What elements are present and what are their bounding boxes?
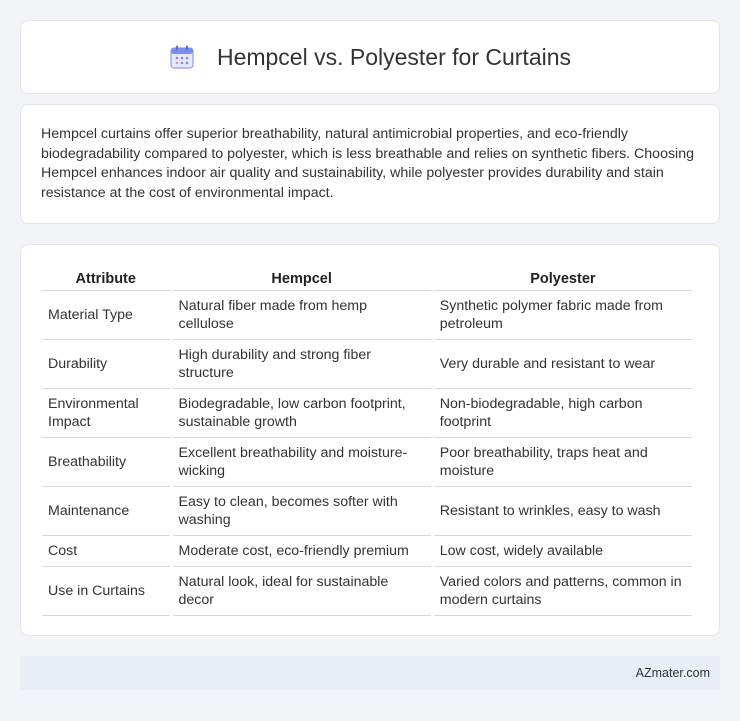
column-header-attribute: Attribute [42,267,170,291]
attribute-cell: Maintenance [42,487,170,536]
table-row [42,291,692,340]
title-card [20,20,720,94]
polyester-cell: Non-biodegradable, high carbon footprint [434,389,692,438]
polyester-cell: Very durable and resistant to wear [434,340,692,389]
hempcel-cell: Natural look, ideal for sustainable decor [173,567,431,616]
attribute-cell: Environmental Impact [42,389,170,438]
page-title: Hempcel vs. Polyester for Curtains [216,43,572,70]
polyester-cell: Resistant to wrinkles, easy to wash [434,487,692,536]
table-row [42,340,692,389]
table-row [42,567,692,616]
attribute-cell: Durability [42,340,170,389]
footer-bar [20,656,720,690]
hempcel-cell: Natural fiber made from hemp cellulose [173,291,431,340]
summary-card [20,104,720,224]
hempcel-cell: Moderate cost, eco-friendly premium [173,536,431,567]
hempcel-cell: Biodegradable, low carbon footprint, sustainable growth [173,389,431,438]
table-row [42,487,692,536]
column-header-polyester: Polyester [434,267,692,291]
hempcel-cell: Excellent breathability and moisture-wicking [173,438,431,487]
polyester-cell: Low cost, widely available [434,536,692,567]
polyester-cell: Synthetic polymer fabric made from petroleum [434,291,692,340]
polyester-cell: Poor breathability, traps heat and moisture [434,438,692,487]
table-row [42,536,692,567]
polyester-cell: Varied colors and patterns, common in modern curtains [434,567,692,616]
hempcel-cell: High durability and strong fiber structure [173,340,431,389]
table-row [42,389,692,438]
attribute-cell: Use in Curtains [42,567,170,616]
comparison-card [20,244,720,636]
column-header-hempcel: Hempcel [173,267,431,291]
table-row [42,438,692,487]
footer-brand[interactable]: AZmater.com [635,666,710,680]
attribute-cell: Material Type [42,291,170,340]
comparison-table [39,267,695,616]
attribute-cell: Cost [42,536,170,567]
table-header-row [42,267,692,291]
calendar-icon [169,44,195,70]
attribute-cell: Breathability [42,438,170,487]
summary-text: Hempcel curtains offer superior breathability, natural antimicrobial properties, and eco-friendly biodegradability compared to polyester, which is less breathable and relies on synthetic fibers. Choosing Hempcel enhances indoor air quality and sustainability, while polyester provides durability and stain resistance at the cost of environmental impact. [41,126,694,201]
hempcel-cell: Easy to clean, becomes softer with washing [173,487,431,536]
